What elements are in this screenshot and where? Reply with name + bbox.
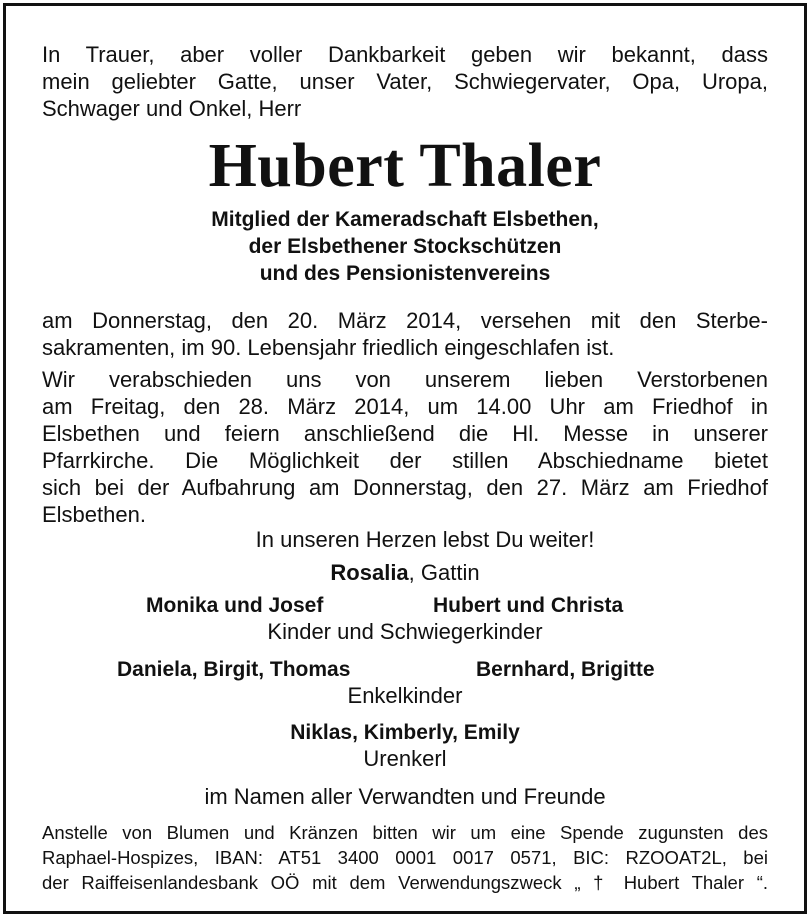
- funeral-notice-line: Wir verabschieden uns von unserem lieben Verstorbenen: [42, 367, 768, 392]
- intro-text: [42, 41, 768, 122]
- grandchildren-right: Bernhard, Brigitte: [476, 658, 655, 681]
- death-notice-line: am Donnerstag, den 20. März 2014, versehen mit den Sterbe-: [42, 308, 768, 333]
- grandchildren-role: Enkelkinder: [347, 683, 463, 708]
- children-right: Hubert und Christa: [433, 594, 624, 617]
- spouse-role: , Gattin: [408, 560, 480, 585]
- spouse-name: Rosalia: [330, 560, 409, 585]
- grandchildren-left: Daniela, Birgit, Thomas: [117, 658, 351, 681]
- intro-line: Schwager und Onkel, Herr: [42, 96, 302, 121]
- funeral-notice-line: sich bei der Aufbahrung am Donnerstag, den 27. März am Friedhof: [42, 475, 768, 500]
- intro-line: In Trauer, aber voller Dankbarkeit geben wir bekannt, dass: [42, 42, 768, 67]
- children-role: Kinder und Schwiegerkinder: [267, 619, 543, 644]
- membership-line: der Elsbethener Stockschützen: [248, 235, 562, 258]
- donation-line: Raphael-Hospizes, IBAN: AT51 3400 0001 0017 0571, BIC: RZOOAT2L, bei: [42, 847, 768, 868]
- funeral-notice: [42, 366, 768, 528]
- closing-line: im Namen aller Verwandten und Freunde: [204, 784, 606, 809]
- death-notice: [42, 307, 768, 361]
- great-grandchildren-role: Urenkerl: [363, 746, 447, 771]
- donation-line: Anstelle von Blumen und Kränzen bitten wir um eine Spende zugunsten des: [42, 822, 768, 843]
- children-left: Monika und Josef: [146, 594, 324, 617]
- funeral-notice-line: am Freitag, den 28. März 2014, um 14.00 Uhr am Friedhof in: [42, 394, 768, 419]
- great-grandchildren-names: Niklas, Kimberly, Emily: [290, 721, 520, 744]
- spouse-line: [42, 559, 768, 586]
- motto: In unseren Herzen lebst Du weiter!: [255, 527, 595, 552]
- funeral-notice-line: Elsbethen und feiern anschließend die Hl. Messe in unserer: [42, 421, 768, 446]
- death-notice-line: sakramenten, im 90. Lebensjahr friedlich eingeschlafen ist.: [42, 335, 615, 360]
- membership-line: Mitglied der Kameradschaft Elsbethen,: [211, 208, 599, 231]
- obituary-frame: [3, 3, 807, 914]
- funeral-notice-line: Elsbethen.: [42, 502, 146, 527]
- membership-line: und des Pensionistenvereins: [259, 262, 551, 285]
- memberships: [42, 206, 768, 287]
- intro-line: mein geliebter Gatte, unser Vater, Schwiegervater, Opa, Uropa,: [42, 69, 768, 94]
- funeral-notice-line: Pfarrkirche. Die Möglichkeit der stillen Abschiedname bietet: [42, 448, 768, 473]
- deceased-name: Hubert Thaler: [208, 132, 602, 200]
- donation-line: der Raiffeisenlandesbank OÖ mit dem Verwendungszweck „ † Hubert Thaler “.: [42, 872, 768, 893]
- donation-note: [42, 820, 768, 895]
